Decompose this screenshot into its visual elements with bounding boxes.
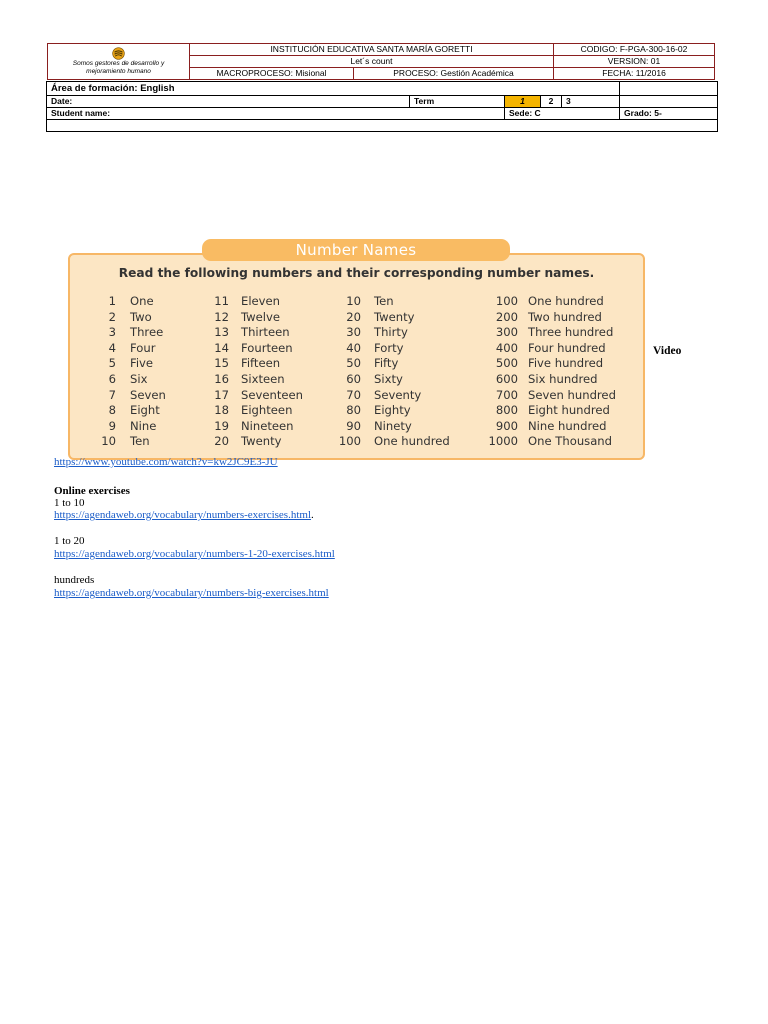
- school-logo-icon: [112, 47, 125, 60]
- number-name: Two: [130, 309, 152, 324]
- number-value: 3: [108, 325, 116, 340]
- number-value: 400: [495, 340, 518, 355]
- number-name: Fourteen: [241, 340, 293, 355]
- slogan-line-1: Somos gestores de desarrollo y: [72, 60, 165, 67]
- number-name: Three: [130, 325, 164, 340]
- number-name: Eleven: [241, 294, 281, 308]
- number-value: 900: [495, 418, 518, 433]
- number-name: Nineteen: [241, 418, 294, 433]
- label-1-to-10: 1 to 10: [54, 497, 85, 509]
- student-name-field[interactable]: Student name:: [47, 108, 505, 120]
- number-name: Eight hundred: [528, 403, 610, 418]
- number-name: One Thousand: [528, 434, 613, 449]
- number-value: 2: [108, 309, 116, 324]
- number-name: Six: [130, 372, 148, 386]
- number-value: 10: [346, 294, 361, 308]
- number-value: 19: [214, 418, 229, 433]
- number-name: Eighteen: [241, 403, 293, 418]
- term-blank-cell: [620, 96, 718, 108]
- exercise-link-1-to-10[interactable]: https://agendaweb.org/vocabulary/numbers-exercises.html: [54, 509, 312, 521]
- school-slogan: [73, 60, 164, 76]
- term-option-1[interactable]: 1: [505, 96, 541, 108]
- number-value: 4: [108, 340, 116, 355]
- video-label: Video: [653, 345, 682, 357]
- link-suffix: .: [311, 509, 314, 521]
- number-value: 1: [108, 294, 116, 308]
- blank-row: [47, 120, 718, 132]
- date-field[interactable]: Date:: [47, 96, 410, 108]
- number-value: 15: [214, 356, 229, 371]
- number-value: 50: [346, 356, 361, 371]
- institution-header: [47, 43, 715, 80]
- number-value: 100: [338, 434, 361, 449]
- number-value: 11: [214, 294, 229, 308]
- number-name: Sixty: [374, 372, 403, 386]
- slogan-line-2: mejoramiento humano: [86, 68, 151, 75]
- number-name: Ten: [374, 294, 394, 308]
- number-value: 20: [214, 434, 229, 449]
- number-name: One hundred: [528, 294, 604, 308]
- number-name: Twenty: [374, 309, 415, 324]
- process-label: PROCESO: Gestión Académica: [354, 68, 554, 80]
- number-value: 800: [495, 403, 518, 418]
- number-name: Ninety: [374, 418, 412, 433]
- number-value: 600: [495, 372, 518, 386]
- number-value: 60: [346, 372, 361, 386]
- number-name: Seven hundred: [528, 387, 616, 402]
- number-value: 14: [214, 340, 229, 355]
- number-name: Four: [130, 340, 156, 355]
- number-name: Eighty: [374, 403, 411, 418]
- number-value: 200: [495, 309, 518, 324]
- area-blank-cell: [620, 82, 718, 96]
- number-name: One: [130, 294, 154, 308]
- number-names-title: Number Names: [202, 239, 510, 261]
- number-name: Eight: [130, 403, 160, 418]
- document-code: CODIGO: F-PGA-300-16-02: [554, 44, 715, 56]
- number-name: Sixteen: [241, 372, 285, 386]
- number-name: Seventy: [374, 387, 422, 402]
- number-value: 500: [495, 356, 518, 371]
- number-name: Seventeen: [241, 387, 303, 402]
- number-value: 1000: [488, 434, 518, 449]
- number-value: 10: [101, 434, 116, 449]
- number-name: Fifty: [374, 356, 399, 371]
- number-value: 13: [214, 325, 229, 340]
- number-name: Six hundred: [528, 372, 598, 386]
- link-row-1-to-10: [54, 509, 314, 521]
- number-value: 30: [346, 325, 361, 340]
- number-value: 100: [495, 294, 518, 308]
- number-value: 80: [346, 403, 361, 418]
- number-name: Two hundred: [528, 309, 602, 324]
- term-label: Term: [410, 96, 505, 108]
- number-value: 40: [346, 340, 361, 355]
- number-name: Nine hundred: [528, 418, 607, 433]
- label-hundreds: hundreds: [54, 574, 95, 586]
- number-value: 6: [108, 372, 116, 386]
- number-name: Nine: [130, 418, 157, 433]
- exercise-link-1-to-20[interactable]: https://agendaweb.org/vocabulary/numbers-1-20-exercises.html: [54, 548, 335, 560]
- number-name: Twenty: [241, 434, 282, 449]
- number-name: One hundred: [374, 434, 450, 449]
- number-name: Four hundred: [528, 340, 606, 355]
- number-value: 8: [108, 403, 116, 418]
- number-name: Seven: [130, 387, 166, 402]
- student-info-table: [46, 81, 718, 132]
- sede-label: Sede: C: [505, 108, 620, 120]
- grado-label: Grado: 5-: [620, 108, 718, 120]
- number-name: Fifteen: [241, 356, 281, 371]
- area-label: Área de formación: English: [47, 82, 620, 96]
- number-value: 5: [108, 356, 116, 371]
- document-version: VERSION: 01: [554, 56, 715, 68]
- number-name: Three hundred: [528, 325, 614, 340]
- online-exercises-heading: Online exercises: [54, 485, 130, 497]
- term-option-3[interactable]: 3: [562, 96, 620, 108]
- number-value: 70: [346, 387, 361, 402]
- youtube-link[interactable]: https://www.youtube.com/watch?v=kw2JC9E3-JU: [54, 456, 278, 468]
- logo-cell: [48, 44, 190, 80]
- number-name: Forty: [374, 340, 404, 355]
- number-value: 12: [214, 309, 229, 324]
- number-value: 300: [495, 325, 518, 340]
- number-name: Five hundred: [528, 356, 604, 371]
- institution-name: INSTITUCIÓN EDUCATIVA SANTA MARÍA GORETTI: [190, 44, 554, 56]
- number-name: Thirty: [374, 325, 408, 340]
- macroprocess-label: MACROPROCESO: Misional: [190, 68, 354, 80]
- number-name: Twelve: [241, 309, 280, 324]
- label-1-to-20: 1 to 20: [54, 535, 85, 547]
- number-value: 16: [214, 372, 229, 386]
- number-value: 18: [214, 403, 229, 418]
- number-name: Ten: [130, 434, 150, 449]
- number-value: 17: [214, 387, 229, 402]
- number-names-instruction: Read the following numbers and their corresponding number names.: [118, 266, 595, 280]
- number-value: 90: [346, 418, 361, 433]
- number-value: 9: [108, 418, 116, 433]
- number-name: Five: [130, 356, 154, 371]
- number-value: 7: [108, 387, 116, 402]
- number-name: Thirteen: [241, 325, 290, 340]
- number-value: 700: [495, 387, 518, 402]
- document-title: Let´s count: [190, 56, 554, 68]
- document-date: FECHA: 11/2016: [554, 68, 715, 80]
- number-value: 20: [346, 309, 361, 324]
- term-option-2[interactable]: 2: [541, 96, 562, 108]
- exercise-link-hundreds[interactable]: https://agendaweb.org/vocabulary/numbers-big-exercises.html: [54, 587, 329, 599]
